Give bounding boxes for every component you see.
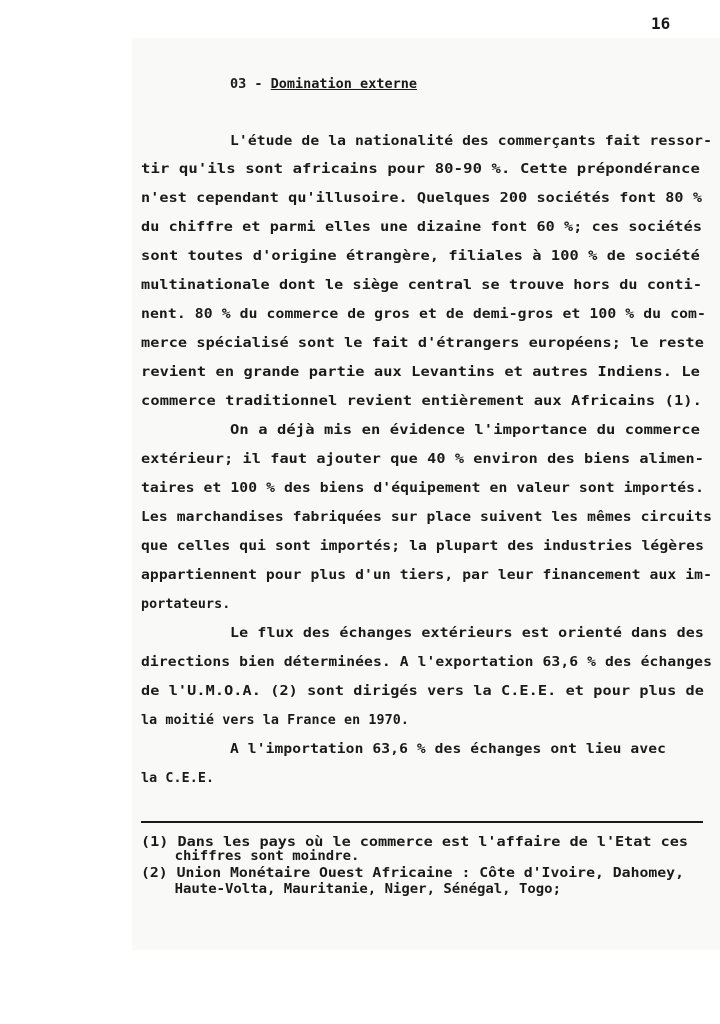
body-line: de l'U.M.O.A. (2) sont dirigés vers la C.E.E. et pour plus de [141, 683, 705, 699]
body-line: la moitié vers la France en 1970. [141, 712, 409, 728]
body-line: A l'importation 63,6 % des échanges ont lieu avec [230, 741, 667, 757]
body-line: nent. 80 % du commerce de gros et de demi-gros et 100 % du com- [141, 306, 706, 322]
section-title: Domination externe [270, 76, 417, 92]
footnote-line: (1) Dans les pays où le commerce est l'affaire de l'Etat ces [141, 835, 689, 850]
body-line: extérieur; il faut ajouter que 40 % environ des biens alimen- [141, 451, 705, 467]
body-line: On a déjà mis en évidence l'importance du commerce [230, 422, 701, 438]
body-line: revient en grande partie aux Levantins et autres Indiens. Le [141, 364, 700, 380]
body-line: tir qu'ils sont africains pour 80-90 %. Cette prépondérance [141, 161, 700, 177]
page-number: 16 [651, 14, 671, 33]
body-line: appartiennent pour plus d'un tiers, par leur financement aux im- [141, 567, 713, 583]
body-line: du chiffre et parmi elles une dizaine font 60 %; ces sociétés [141, 219, 703, 235]
section-heading [230, 76, 417, 92]
body-line: merce spécialisé sont le fait d'étrangers européens; le reste [141, 335, 705, 351]
footnote-line: (2) Union Monétaire Ouest Africaine : Côte d'Ivoire, Dahomey, [141, 866, 684, 881]
body-line: portateurs. [141, 596, 231, 612]
body-line: taires et 100 % des biens d'équipement en valeur sont importés. [141, 480, 705, 496]
footnote-line: Haute-Volta, Mauritanie, Niger, Sénégal, Togo; [141, 882, 561, 897]
body-line: L'étude de la nationalité des commerçants fait ressor- [230, 133, 713, 149]
body-line: Le flux des échanges extérieurs est orienté dans des [230, 625, 705, 641]
section-number: 03 - [230, 76, 263, 92]
body-line: directions bien déterminées. A l'exportation 63,6 % des échanges [141, 654, 713, 670]
body-line: que celles qui sont importés; la plupart des industries légères [141, 538, 705, 554]
body-line: n'est cependant qu'illusoire. Quelques 200 sociétés font 80 % [141, 190, 703, 206]
body-line: commerce traditionnel revient entièrement aux Africains (1). [141, 393, 703, 409]
body-line: la C.E.E. [141, 770, 215, 786]
footnote-line: chiffres sont moindre. [141, 849, 360, 864]
footnote-separator [141, 821, 703, 823]
body-line: multinationale dont le siège central se trouve hors du conti- [141, 277, 703, 293]
body-line: sont toutes d'origine étrangère, filiales à 100 % de société [141, 248, 700, 264]
body-line: Les marchandises fabriquées sur place suivent les mêmes circuits [141, 509, 713, 525]
